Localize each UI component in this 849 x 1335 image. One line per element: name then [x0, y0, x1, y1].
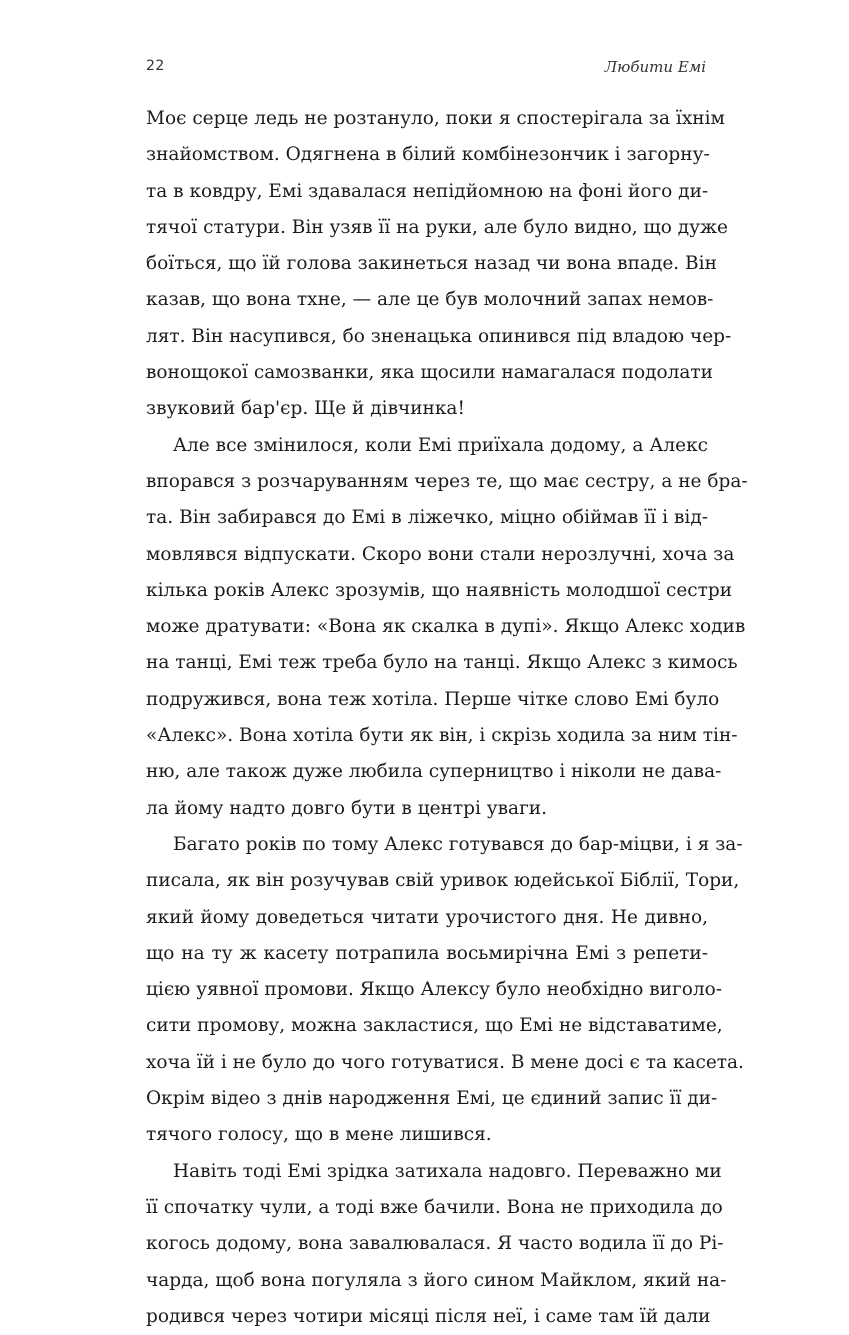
text-line: «Алекс». Вона хотіла бути як він, і скрізь ходила за ним тін-: [146, 725, 738, 747]
paragraph: [146, 428, 748, 827]
paragraph: [146, 1154, 727, 1335]
text-line: та в ковдру, Емі здавалася непідйомною на фоні його ди-: [146, 180, 709, 202]
text-line: її спочатку чули, а тоді вже бачили. Вона не приходила до: [146, 1196, 723, 1218]
text-line: чарда, щоб вона погуляла з його сином Майклом, який на-: [146, 1269, 727, 1291]
text-line: тячої статури. Він узяв її на руки, але було видно, що дуже: [146, 216, 728, 238]
text-line: ла йому надто довго бути в центрі уваги.: [146, 797, 547, 819]
text-line: Моє серце ледь не розтануло, поки я спостерігала за їхнім: [146, 108, 725, 129]
text-line: звуковий бар'єр. Ще й дівчинка!: [146, 398, 465, 420]
text-line: родився через чотири місяці після неї, і саме там їй дали: [146, 1305, 711, 1327]
paragraph: [146, 101, 732, 428]
text-line: Але все змінилося, коли Емі приїхала додому, а Алекс: [173, 434, 708, 456]
text-line: що на ту ж касету потрапила восьмирічна Емі з репети-: [146, 942, 708, 964]
page-number: 22: [146, 58, 165, 74]
paragraph: [146, 827, 744, 1154]
text-line: когось додому, вона завалювалася. Я часто водила її до Рі-: [146, 1233, 724, 1255]
text-line: писала, як він розучував свій уривок юдейської Біблії, Тори,: [146, 870, 740, 892]
text-line: може дратувати: «Вона як скалка в дупі». Якщо Алекс ходив: [146, 616, 746, 638]
text-line: Окрім відео з днів народження Емі, це єдиний запис її ди-: [146, 1088, 718, 1110]
text-line: хоча їй і не було до чого готуватися. В мене досі є та касета.: [146, 1051, 744, 1073]
text-line: подружився, вона теж хотіла. Перше чітке слово Емі було: [146, 688, 720, 710]
text-line: впорався з розчаруванням через те, що має сестру, а не бра-: [146, 470, 748, 492]
text-line: ню, але також дуже любила суперництво і ніколи не дава-: [146, 761, 722, 783]
text-line: Багато років по тому Алекс готувався до бар-міцви, і я за-: [173, 833, 743, 855]
text-line: тячого голосу, що в мене лишився.: [146, 1124, 492, 1146]
running-title: Любити Емі: [604, 58, 706, 76]
text-line: лят. Він насупився, бо зненацька опинився під владою чер-: [146, 325, 732, 347]
text-line: боїться, що їй голова закинеться назад чи вона впаде. Він: [146, 253, 717, 275]
text-line: кілька років Алекс зрозумів, що наявність молодшої сестри: [146, 579, 733, 601]
body-text: [146, 101, 748, 1335]
text-line: цією уявної промови. Якщо Алексу було необхідно виголо-: [146, 979, 723, 1001]
text-line: вонощокої самозванки, яка щосили намагалася подолати: [146, 362, 713, 384]
text-line: Навіть тоді Емі зрідка затихала надовго. Переважно ми: [173, 1160, 722, 1182]
text-line: знайомством. Одягнена в білий комбінезончик і загорну-: [146, 144, 710, 166]
text-line: мовлявся відпускати. Скоро вони стали нерозлучні, хоча за: [146, 543, 735, 565]
running-head: [146, 58, 706, 82]
text-line: сити промову, можна закластися, що Емі не відставатиме,: [146, 1015, 723, 1037]
text-line: на танці, Емі теж треба було на танці. Якщо Алекс з кимось: [146, 652, 738, 674]
text-line: казав, що вона тхне, — але це був молочний запах немов-: [146, 289, 714, 311]
text-line: та. Він забирався до Емі в ліжечко, міцно обіймав її і від-: [146, 507, 708, 529]
text-line: який йому доведеться читати урочистого дня. Не дивно,: [146, 906, 708, 928]
